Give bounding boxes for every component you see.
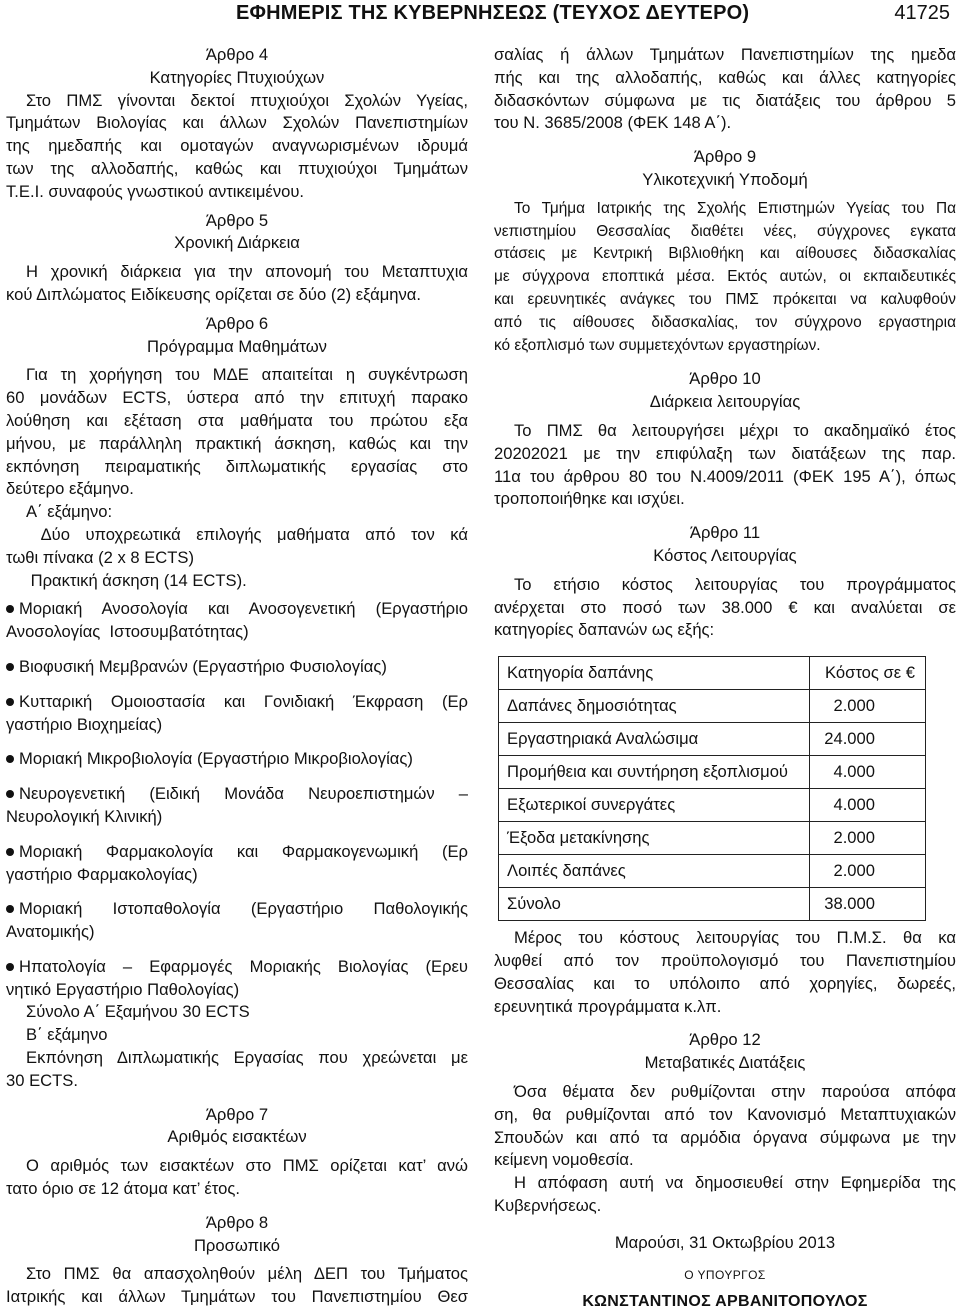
signer-name: ΚΩΝΣΤΑΝΤΙΝΟΣ ΑΡΒΑΝΙΤΟΠΟΥΛΟΣ bbox=[582, 1293, 868, 1311]
semester-b-label: Β΄ εξάμηνο bbox=[26, 1025, 108, 1045]
table-cell-category: Σύνολο bbox=[499, 888, 810, 921]
text-line: Ιατρικής και άλλων Τμημάτων του Πανεπιστημίου Θεσ bbox=[6, 1287, 468, 1307]
list-item bbox=[6, 691, 468, 737]
cost-table bbox=[498, 656, 926, 921]
text-line: των της αλλοδαπής, καθώς και πτυχιούχοι Τμημάτων bbox=[6, 158, 468, 178]
list-item bbox=[6, 598, 468, 644]
article-7-title: Άρθρο 7 bbox=[205, 1104, 269, 1124]
signer-title: Ο ΥΠΟΥΡΓΟΣ bbox=[684, 1268, 766, 1283]
gazette-title: ΕΦΗΜΕΡΙΣ ΤΗΣ ΚΥΒΕΡΝΗΣΕΩΣ (ΤΕΥΧΟΣ ΔΕΥΤΕΡΟ) bbox=[236, 2, 750, 24]
bullet-icon bbox=[6, 790, 14, 798]
semester-a-label: Α΄ εξάμηνο: bbox=[26, 502, 113, 522]
article-11-body bbox=[494, 574, 956, 642]
table-cell-category: Λοιπές δαπάνες bbox=[499, 855, 810, 888]
place-date: Μαρούσι, 31 Οκτωβρίου 2013 bbox=[614, 1232, 836, 1252]
text-line: από τις αίθουσες διδασκαλίας, τον σύγχρονο εργαστηρια bbox=[494, 313, 956, 331]
text-line: Κυβερνήσεως. bbox=[494, 1195, 602, 1215]
article-11-subtitle: Κόστος Λειτουργίας bbox=[653, 545, 797, 565]
article-6-body bbox=[6, 364, 468, 501]
text-line: Η χρονική διάρκεια για την απονομή του Μεταπτυχια bbox=[26, 262, 468, 282]
article-9-subtitle: Υλικοτεχνική Υποδομή bbox=[642, 169, 808, 189]
table-cell-amount: 2.000 bbox=[810, 855, 926, 888]
table-row bbox=[499, 855, 926, 888]
article-7-body bbox=[6, 1155, 468, 1201]
article-4-subtitle: Κατηγορίες Πτυχιούχων bbox=[149, 67, 325, 87]
text-line: Ο αριθμός των εισακτέων στο ΠΜΣ ορίζεται κατ’ ανώ bbox=[26, 1156, 468, 1176]
text-line: Νευρογενετική (Ειδική Μονάδα Νευροεπιστημών – bbox=[19, 784, 468, 804]
article-10-title: Άρθρο 10 bbox=[689, 369, 761, 389]
text-line: Νευρολογική Κλινική) bbox=[6, 806, 163, 826]
article-12-title: Άρθρο 12 bbox=[689, 1030, 761, 1050]
course-list bbox=[6, 598, 468, 1001]
table-cell-category: Δαπάνες δημοσιότητας bbox=[499, 690, 810, 723]
text-line: νεπιστημίου Θεσσαλίας διαθέτει νέες, σύγχρονες εγκατα bbox=[494, 222, 956, 240]
text-line: δεύτερο εξάμηνο. bbox=[6, 479, 134, 499]
semester-a-requirements bbox=[6, 524, 468, 592]
text-line: Ηπατολογία – Εφαρμογές Μοριακής Βιολογίας (Ερευ bbox=[19, 956, 468, 976]
text-line: ανέρχεται στο ποσό των 38.000 € και αναλύεται σε bbox=[494, 597, 956, 617]
text-line: 11α του άρθρου 80 του Ν.4009/2011 (ΦΕΚ 195 Α΄), όπως bbox=[494, 466, 956, 486]
right-column bbox=[494, 44, 956, 1314]
table-row bbox=[499, 789, 926, 822]
article-12-body bbox=[494, 1081, 956, 1172]
publication-order bbox=[494, 1172, 956, 1218]
table-cell-category: Προμήθεια και συντήρηση εξοπλισμού bbox=[499, 756, 810, 789]
text-line: Βιοφυσική Μεμβρανών (Εργαστήριο Φυσιολογίας) bbox=[19, 656, 387, 676]
text-line: Για τη χορήγηση του ΜΔΕ απαιτείται η συγκέντρωση bbox=[26, 365, 468, 385]
text-line: μήνου, με παράλληλη πρακτική άσκηση, καθώς και την bbox=[6, 433, 468, 453]
text-line: λούθηση και εξέταση στα μαθήματα του πρώτου εξα bbox=[6, 410, 468, 430]
bullet-icon bbox=[6, 663, 14, 671]
bullet-icon bbox=[6, 848, 14, 856]
list-item bbox=[6, 783, 468, 829]
text-line: Ανοσολογίας Ιστοσυμβατότητας) bbox=[6, 622, 249, 642]
bullet-icon bbox=[6, 605, 14, 613]
article-7-subtitle: Αριθμός εισακτέων bbox=[167, 1127, 307, 1147]
list-item bbox=[6, 748, 468, 771]
text-line: κό εξοπλισμό των συμμετεχόντων εργαστηρίων. bbox=[494, 336, 821, 354]
list-item bbox=[6, 956, 468, 1002]
article-8-continued bbox=[494, 44, 956, 135]
article-4-title: Άρθρο 4 bbox=[205, 45, 269, 64]
text-line: Το ΠΜΣ θα λειτουργήσει μέχρι το ακαδημαϊκό έτος bbox=[514, 420, 956, 440]
text-line: Όσα θέματα δεν ρυθμίζονται στην παρούσα απόφα bbox=[514, 1081, 956, 1101]
text-line: 30 ECTS. bbox=[6, 1070, 78, 1090]
text-line: Στο ΠΜΣ θα απασχοληθούν μέλη ΔΕΠ του Τμήματος bbox=[26, 1264, 468, 1284]
text-line: κείμενη νομοθεσία. bbox=[494, 1150, 634, 1170]
table-header-category: Κατηγορία δαπάνης bbox=[499, 657, 810, 690]
table-cell-amount: 2.000 bbox=[810, 822, 926, 855]
table-cell-amount: 24.000 bbox=[810, 723, 926, 756]
table-cell-amount: 38.000 bbox=[810, 888, 926, 921]
text-line: και ερευνητικές ανάγκες του ΠΜΣ πρόκειται να καλυφθούν bbox=[494, 290, 956, 308]
text-line: Τ.Ε.Ι. συναφούς γνωστικού αντικειμένου. bbox=[6, 181, 305, 201]
table-header-row bbox=[499, 657, 926, 690]
table-row bbox=[499, 723, 926, 756]
bullet-icon bbox=[6, 755, 14, 763]
article-6-title: Άρθρο 6 bbox=[205, 313, 269, 333]
text-line: Η απόφαση αυτή να δημοσιευθεί στην Εφημερίδα της bbox=[514, 1173, 956, 1193]
article-12-subtitle: Μεταβατικές Διατάξεις bbox=[644, 1053, 806, 1073]
article-5-subtitle: Χρονική Διάρκεια bbox=[174, 233, 300, 253]
bullet-icon bbox=[6, 698, 14, 706]
article-11-title: Άρθρο 11 bbox=[689, 523, 761, 543]
table-cell-category: Έξοδα μετακίνησης bbox=[499, 822, 810, 855]
text-line: κατηγορίες δαπανών ως εξής: bbox=[494, 620, 715, 640]
text-line: Μοριακή Φαρμακολογία και Φαρμακογενωμική (Ερ bbox=[19, 841, 468, 861]
text-line: Μοριακή Ιστοπαθολογία (Εργαστήριο Παθολογικής bbox=[19, 899, 468, 919]
article-9-title: Άρθρο 9 bbox=[693, 147, 757, 167]
table-cell-category: Εργαστηριακά Αναλώσιμα bbox=[499, 723, 810, 756]
text-line: με σύγχρονα εποπτικά μέσα. Εκτός αυτών, οι εκπαιδευτικές bbox=[494, 268, 956, 286]
article-11-after-table bbox=[494, 927, 956, 1018]
text-line: Μοριακή Μικροβιολογία (Εργαστήριο Μικροβιολογίας) bbox=[19, 749, 413, 769]
article-4-body bbox=[6, 90, 468, 204]
text-line: Μέρος του κόστους λειτουργίας του Π.Μ.Σ. θα κα bbox=[514, 928, 956, 948]
table-row bbox=[499, 690, 926, 723]
table-row bbox=[499, 756, 926, 789]
text-line: γαστήριο Βιοχημείας) bbox=[6, 714, 163, 734]
semester-b-body bbox=[6, 1047, 468, 1093]
table-cell-category: Εξωτερικοί συνεργάτες bbox=[499, 789, 810, 822]
semester-a-total: Σύνολο Α΄ Εξαμήνου 30 ECTS bbox=[26, 1002, 250, 1022]
text-line: γαστήριο Φαρμακολογίας) bbox=[6, 864, 198, 884]
text-line: Το ετήσιο κόστος λειτουργίας του προγράμματος bbox=[514, 574, 956, 594]
text-line: 20202021 με την επιφύλαξη των διατάξεων της παρ. bbox=[494, 443, 956, 463]
article-8-title: Άρθρο 8 bbox=[205, 1212, 269, 1232]
text-line: Δύο υποχρεωτικά επιλογής μαθήματα από τον κά bbox=[26, 524, 468, 544]
table-row bbox=[499, 822, 926, 855]
text-line: 60 μονάδων ECTS, ύστερα από την επιτυχή παρακο bbox=[6, 388, 468, 408]
text-line: Ανατομικής) bbox=[6, 922, 95, 942]
text-line: Σπουδών και από τα αρμόδια όργανα σύμφωνα με την bbox=[494, 1127, 956, 1147]
article-5-body bbox=[6, 261, 468, 307]
article-10-subtitle: Διάρκεια λειτουργίας bbox=[649, 392, 801, 412]
text-line: σαλίας ή άλλων Τμημάτων Πανεπιστημίων της ημεδα bbox=[494, 45, 956, 64]
text-line: στάσεις με Κεντρική Βιβλιοθήκη και αίθουσες διδασκαλίας bbox=[494, 245, 956, 263]
article-8-subtitle: Προσωπικό bbox=[193, 1235, 281, 1255]
text-line: Κυτταρική Ομοιοστασία και Γονιδιακή Έκφραση (Ερ bbox=[19, 691, 468, 711]
table-header-cost: Κόστος σε € bbox=[810, 657, 926, 690]
text-line: εκπόνηση πειραματικής διπλωματικής εργασίας στο bbox=[6, 456, 468, 476]
table-cell-amount: 4.000 bbox=[810, 789, 926, 822]
article-5-title: Άρθρο 5 bbox=[205, 210, 269, 230]
page-header bbox=[0, 0, 960, 30]
text-line: πής και της αλλοδαπής, καθώς και άλλες κατηγορίες bbox=[494, 67, 956, 87]
text-line: λυφθεί από τον προϋπολογισμό του Πανεπιστημίου bbox=[494, 950, 956, 970]
text-line: τωθι πίνακα (2 x 8 ECTS) bbox=[6, 547, 195, 567]
text-line: Πρακτική άσκηση (14 ECTS). bbox=[26, 570, 247, 590]
text-line: νητικό Εργαστήριο Παθολογίας) bbox=[6, 979, 240, 999]
text-line: Εκπόνηση Διπλωματικής Εργασίας που χρεώνεται με bbox=[26, 1048, 468, 1068]
text-line: τατο όριο σε 12 άτομα κατ’ έτος. bbox=[6, 1179, 240, 1199]
bullet-icon bbox=[6, 963, 14, 971]
table-cell-amount: 2.000 bbox=[810, 690, 926, 723]
text-line: Το Τμήμα Ιατρικής της Σχολής Επιστημών Υγείας του Πα bbox=[514, 199, 956, 217]
text-line: Στο ΠΜΣ γίνονται δεκτοί πτυχιούχοι Σχολών Υγείας, bbox=[26, 90, 468, 110]
list-item bbox=[6, 898, 468, 944]
list-item bbox=[6, 656, 468, 679]
text-line: Θεσσαλίας και το υπόλοιπο από χορηγίες, δωρεές, bbox=[494, 973, 956, 993]
list-item bbox=[6, 841, 468, 887]
text-line: Τμημάτων Βιολογίας και άλλων Σχολών Πανεπιστημίων bbox=[6, 113, 468, 133]
article-6-subtitle: Πρόγραμμα Μαθημάτων bbox=[147, 336, 327, 356]
table-row-total bbox=[499, 888, 926, 921]
article-10-body bbox=[494, 420, 956, 511]
text-line: ση, θα ρυθμίζονται από τον Κανονισμό Μεταπτυχιακών bbox=[494, 1104, 956, 1124]
page-number: 41725 bbox=[894, 2, 950, 24]
text-line: διδασκόντων σύμφωνα με τις διατάξεις του άρθρου 5 bbox=[494, 90, 956, 110]
article-9-body bbox=[494, 198, 956, 358]
text-line: Μοριακή Ανοσολογία και Ανοσογενετική (Εργαστήριο bbox=[19, 599, 468, 619]
article-8-body bbox=[6, 1263, 468, 1309]
text-line: κού Διπλώματος Ειδίκευσης ορίζεται σε δύο (2) εξάμηνα. bbox=[6, 284, 421, 304]
bullet-icon bbox=[6, 905, 14, 913]
table-cell-amount: 4.000 bbox=[810, 756, 926, 789]
text-line: τροποποιήθηκε και ισχύει. bbox=[494, 489, 685, 509]
text-line: της ημεδαπής και ομοταγών αναγνωρισμένων ιδρυμά bbox=[6, 136, 468, 156]
left-column bbox=[6, 44, 468, 1309]
text-line: ερευνητικά προγράμματα κ.λπ. bbox=[494, 996, 722, 1016]
text-line: του Ν. 3685/2008 (ΦΕΚ 148 Α΄). bbox=[494, 113, 732, 133]
